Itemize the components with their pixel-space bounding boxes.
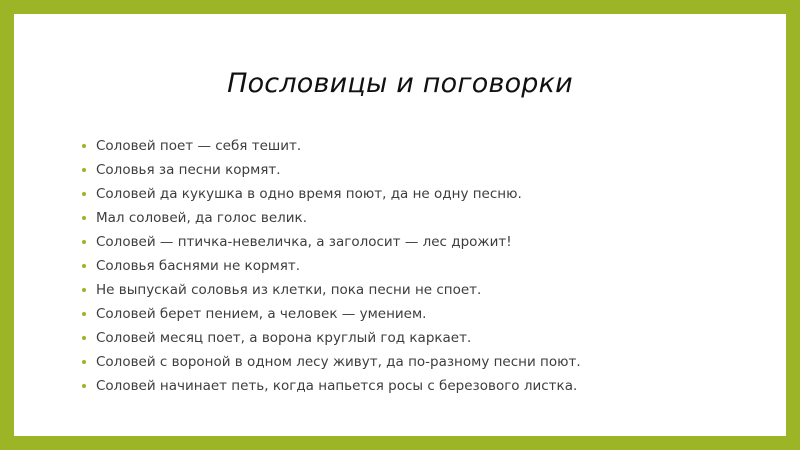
list-item-text: Соловей с вороной в одном лесу живут, да по-разному песни поют. <box>96 354 581 370</box>
list-item <box>82 230 581 254</box>
list-item-text: Соловей — птичка-невеличка, а заголосит — лес дрожит! <box>96 234 512 250</box>
list-item-text: Соловья баснями не кормят. <box>96 258 300 274</box>
list-item-text: Соловей да кукушка в одно время поют, да не одну песню. <box>96 186 522 202</box>
list-item-text: Не выпускай соловья из клетки, пока песни не споет. <box>96 282 482 298</box>
list-item <box>82 278 581 302</box>
bullet-icon <box>82 384 86 388</box>
list-item <box>82 374 581 398</box>
list-item <box>82 182 581 206</box>
list-item-text: Соловей месяц поет, а ворона круглый год каркает. <box>96 330 472 346</box>
list-item <box>82 326 581 350</box>
list-item-text: Соловей берет пением, а человек — умением. <box>96 306 427 322</box>
bullet-icon <box>82 192 86 196</box>
list-item <box>82 350 581 374</box>
list-item <box>82 158 581 182</box>
bullet-icon <box>82 168 86 172</box>
list-item-text: Мал соловей, да голос велик. <box>96 210 307 226</box>
bullet-icon <box>82 144 86 148</box>
list-item-text: Соловья за песни кормят. <box>96 162 281 178</box>
bullet-icon <box>82 240 86 244</box>
bullet-icon <box>82 264 86 268</box>
list-item-text: Соловей поет — себя тешит. <box>96 138 302 154</box>
bullet-icon <box>82 216 86 220</box>
proverb-list <box>82 134 581 398</box>
bullet-icon <box>82 336 86 340</box>
list-item <box>82 254 581 278</box>
bullet-icon <box>82 288 86 292</box>
list-item-text: Соловей начинает петь, когда напьется росы с березового листка. <box>96 378 578 394</box>
list-item <box>82 206 581 230</box>
bullet-icon <box>82 312 86 316</box>
list-item <box>82 302 581 326</box>
list-item <box>82 134 581 158</box>
slide-content <box>14 14 786 436</box>
slide-title: Пословицы и поговорки <box>227 68 573 99</box>
bullet-icon <box>82 360 86 364</box>
